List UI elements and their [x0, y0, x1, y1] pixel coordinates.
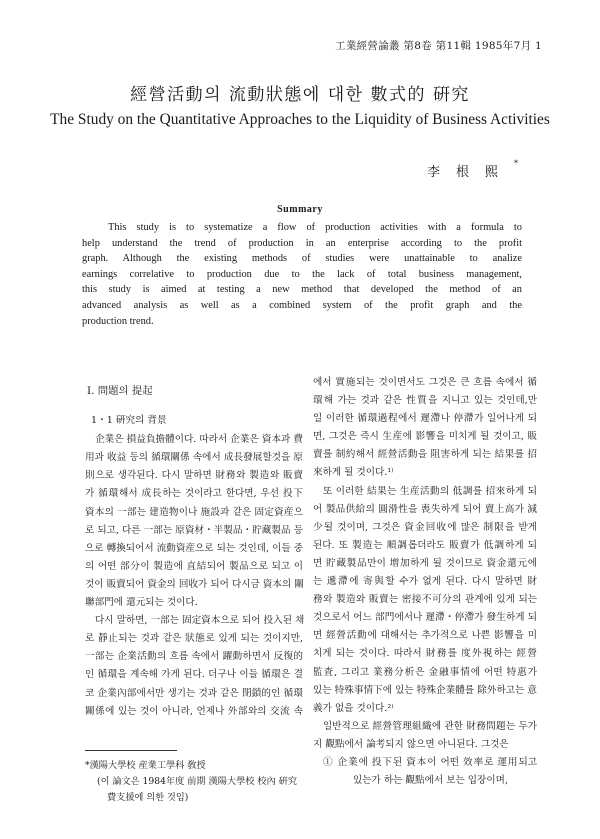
abstract-line: This study is to systematize a flow of production activities with a formula to [108, 222, 522, 233]
body-line: 지 觀點에서 論考되지 않으면 아니된다. 그것은 [313, 738, 509, 750]
english-title: The Study on the Quantitative Approaches to the Liquidity of Business Activities [50, 111, 550, 128]
body-line: 에서 實施되는 것이면서도 그것은 큰 흐름 속에서 循 [313, 377, 537, 388]
body-line: 것이 販賣되어 資金의 回收가 되어 다시금 資本의 關 [85, 578, 304, 590]
footnote-line: *漢陽大學校 産業工學科 敎授 [85, 760, 206, 771]
abstract-line: graph. Although the existing methods of studies were unattainable to analize [82, 253, 522, 265]
abstract-line: production trend. [82, 315, 154, 327]
body-line: 면 經營活動에 대해서는 추가적으로 나쁜 影響을 미 [313, 630, 537, 642]
body-line: 일 이러한 循環過程에서 遲滯나 停滯가 일어나게 되 [313, 413, 537, 425]
body-line: 企業은 損益負擔體이다. 따라서 企業은 資本과 費 [95, 434, 303, 446]
author-footnote-marker: * [514, 159, 518, 168]
body-line: 다시 말하면, 一部는 固定資本으로 되어 投入된 채 [95, 615, 305, 627]
body-line: 면 貯藏製品만이 增加하게 될 것이므로 資金還元에 [313, 557, 537, 569]
list-item-line: ① 企業에 投下된 資本이 어떤 效率로 運用되고 [323, 756, 537, 768]
abstract-line: earnings correlative to production due to the lack of total business management, [82, 268, 522, 280]
body-line: 少될 것이며, 그것은 資金回收에 많은 制限을 받게 [313, 521, 537, 533]
body-line: 것으로서 어느 部門에서나 遲滯・停滯가 發生하게 되 [313, 612, 537, 624]
body-line: 環해 가는 것과 같은 性質을 지니고 있는 것인데,만 [313, 395, 537, 407]
footnote [85, 758, 315, 806]
body-line: 된다. 또 製造는 順調롭더라도 販賣가 低調하게 되 [313, 539, 537, 551]
body-line: 가 循環해서 成長하는 것이라고 한다면, 우선 投下 [85, 488, 303, 500]
section-heading: I. 問題의 提起 [87, 385, 153, 397]
body-line: 一部는 企業活動의 흐름 속에서 躍動하면서 反復的 [85, 651, 303, 663]
body-line: 資本의 一部는 建造物이나 施設과 같은 固定資産으 [85, 506, 303, 518]
footnote-line: (이 論文은 1984年度 前期 漢陽大學校 校內 硏究 [97, 776, 298, 787]
korean-title: 經營活動의 流動狀態에 대한 數式的 硏究 [130, 85, 470, 105]
body-line: 賣를 制約해서 經營活動을 阻害하게 되는 結果를 招 [313, 449, 537, 461]
body-line: 인 循環을 계속해 가게 된다. 더구나 이들 循環은 결 [85, 669, 303, 681]
body-line: 로 되고, 다른 一部는 原資材・半製品・貯藏製品 등 [85, 524, 303, 536]
author-line [427, 161, 518, 180]
list-item-line: 있는가 하는 觀點에서 보는 입장이며, [353, 775, 508, 787]
body-line: 監査, 그리고 業務分析은 金融事情에 어떤 特惠가 [313, 666, 537, 678]
body-line: 關係에 있는 것이 아니라, 언제나 外部와의 交流 속 [85, 705, 303, 717]
subsection-heading: 1・1 硏究의 背景 [91, 415, 167, 427]
footnote-line: 費支援에 의한 것임) [107, 792, 189, 803]
right-column [313, 374, 537, 790]
body-line: 의 어떤 部分이 製造에 直結되어 製品으로 되고 이 [85, 560, 303, 572]
body-line: 則으로 생각된다. 다시 말하면 財務와 製造와 販賣 [85, 470, 303, 482]
author-name: 李根熙 [426, 165, 514, 180]
body-line: 있는 特殊事情下에 있는 特殊企業體를 除外하고는 意 [313, 684, 537, 696]
body-line: 는 遞滯에 寄與할 수가 없게 된다. 다시 말하면 財 [313, 576, 537, 588]
abstract-line: help understand the trend of production in an enterprise according to the profit [82, 237, 522, 249]
abstract-line: this study is aimed at testing a new method that developed the method of an [82, 284, 522, 296]
body-line: 면, 그것은 즉시 生産에 影響을 미치게 될 것이고, 販 [313, 431, 537, 443]
body-line: 으로 轉換되어서 流動資産으로 되는 것인데, 이들 중 [85, 542, 303, 554]
body-line: 어 製品供給의 圓滑性을 喪失하게 되어 賣上高가 減 [313, 503, 537, 515]
body-line: 用과 收益 등의 循環關係 속에서 成長發展할것을 原 [85, 452, 303, 464]
body-line: 코 企業內部에서만 생기는 것과 같은 閉鎖的인 循環 [85, 687, 303, 699]
body-line: 또 이러한 結果는 生産活動의 低調를 招來하게 되 [323, 485, 537, 497]
body-line: 일반적으로 經營管理組織에 관한 財務問題는 두가 [323, 720, 537, 732]
left-column [85, 374, 303, 721]
body-line: 로 靜止되는 것과 같은 狀態로 있게 되는 것이지만, [85, 633, 303, 645]
body-line: 來하게 될 것이다.¹⁾ [313, 467, 394, 479]
body-line: 務와 製造와 販賣는 密接不可分의 관계에 있게 되는 [313, 594, 537, 606]
running-header: 工業經營論叢 第8卷 第11輯 1985年7月 1 [335, 40, 542, 52]
abstract [82, 220, 522, 329]
abstract-line: advanced analysis as well as a combined system of the profit graph and the [82, 299, 522, 311]
summary-heading: Summary [277, 204, 323, 215]
body-line: 치게 되는 것이다. 따라서 財務를 度外視하는 經營 [313, 648, 537, 660]
footnote-divider [85, 750, 177, 751]
body-line: 聯部門에 還元되는 것이다. [85, 597, 198, 609]
body-line: 義가 없을 것이다.²⁾ [313, 702, 394, 714]
